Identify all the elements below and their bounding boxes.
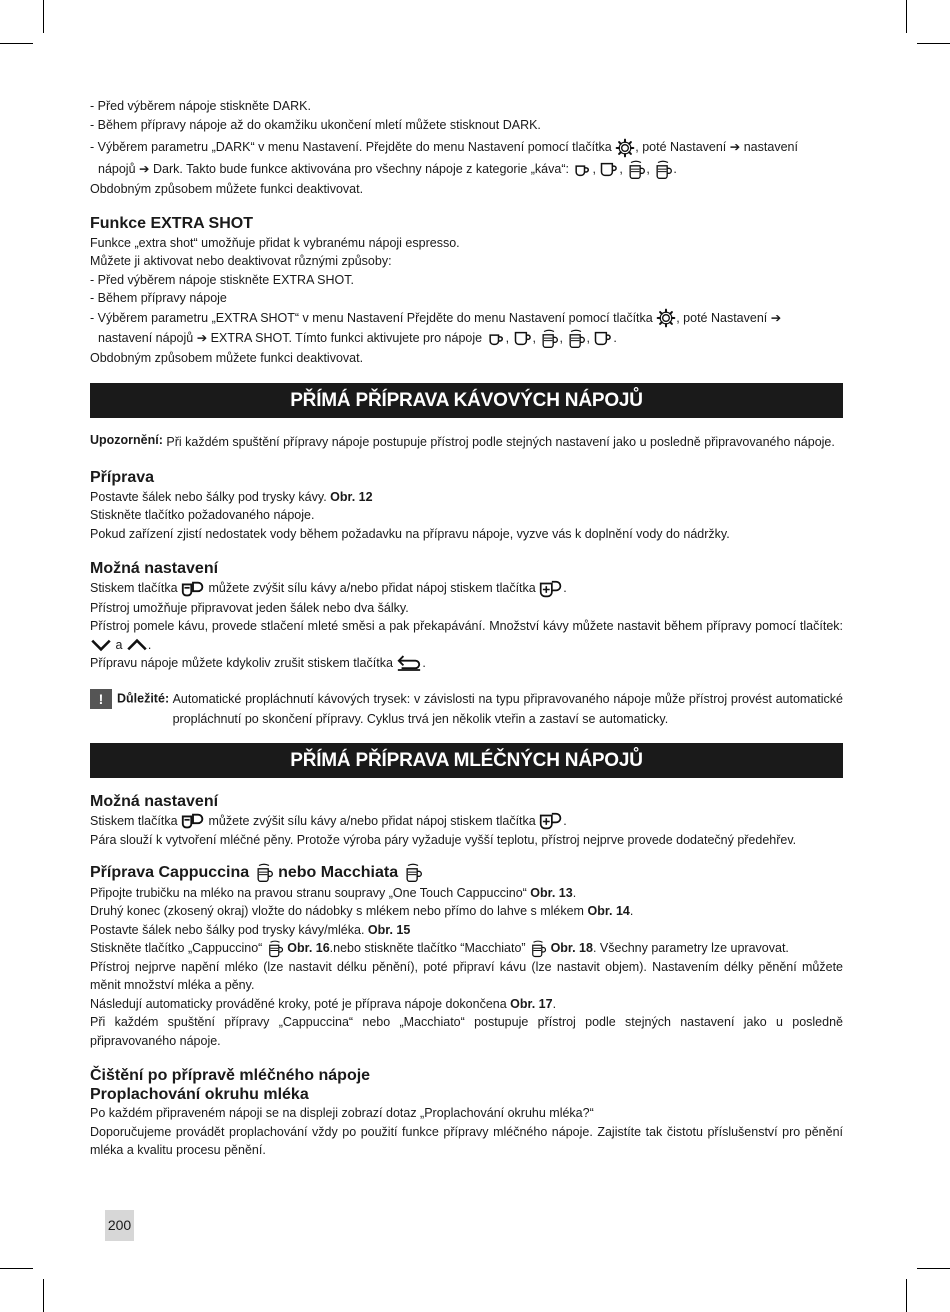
arrow-right-icon: ➔ [196,331,208,346]
dark-line-3: - Výběrem parametru „DARK“ v menu Nastavení. Přejděte do menu Nastavení pomocí tlačítka , poté Nastavení ➔ nastavení [90,136,843,158]
crop-mark [917,1268,950,1269]
exclamation-icon: ! [90,689,112,709]
warning-text: Při každém spuštění přípravy nápoje postupuje přístroj podle stejných nastavení jako u posledně připravovaného nápoje. [166,435,835,450]
cappuccino-icon [266,940,284,958]
figure-ref: Obr. 16 [287,941,330,956]
coffee-cup-icon [513,330,533,347]
options-title: Možná nastavení [90,560,219,578]
prep-line-2: Stiskněte tlačítko požadovaného nápoje. [90,508,315,523]
extra-shot-icon [539,580,563,599]
opt-line-3: Přístroj pomele kávu, provede stlačení mleté směsi a pak překapávání. Množství kávy můžete nastavit během přípravy pomocí tlačítek: a . [90,619,843,652]
chevron-up-icon [126,638,148,652]
arrow-right-icon: ➔ [139,162,150,176]
capp-line-6: Následují automaticky prováděné kroky, poté je příprava nápoje dokončena Obr. 17. [90,996,557,1011]
macchiato-icon [403,863,423,883]
crop-mark [0,43,33,44]
extra-line-7: Obdobným způsobem můžete funkci deaktivovat. [90,350,364,365]
mug-icon [653,160,673,180]
prep-line-1: Postavte šálek nebo šálky pod trysky kávy. Obr. 12 [90,489,373,504]
dark-line-4: nápojů ➔ Dark. Takto bude funkce aktivována pro všechny nápoje z kategorie „káva“: , , , . [90,158,843,180]
extra-line-5: - Výběrem parametru „EXTRA SHOT“ v menu Nastavení Přejděte do menu Nastavení pomocí tlačítka , poté Nastavení ➔ [90,308,843,329]
strength-icon [181,581,205,598]
back-icon [396,655,422,672]
arrow-right-icon: ➔ [729,140,741,154]
milk-opt-line-1: Stiskem tlačítka můžete zvýšit sílu kávy a/nebo přidat nápoj stiskem tlačítka . [90,812,843,831]
gear-icon [656,308,676,328]
crop-mark [906,1279,907,1312]
extra-line-1: Funkce „extra shot“ umožňuje přidat k vybranému nápoji espresso. [90,235,460,250]
cup-icon [593,330,613,347]
espresso-cup-icon [572,161,592,178]
mug-icon [566,329,586,349]
crop-mark [906,0,907,33]
milk-opt-line-2: Pára slouží k vytvoření mléčné pěny. Protože výroba páry vyžaduje vyšší teplotu, přístroj nejprve provede dodatečný předehřev. [90,832,797,847]
capp-line-2: Druhý konec (zkosený okraj) vložte do nádobky s mlékem nebo přímo do lahve s mlékem Obr. 14. [90,904,634,919]
cappuccino-title: Příprava Cappuccina nebo Macchiata [90,863,843,883]
capp-line-7: Při každém spuštění přípravy „Cappuccina“ nebo „Macchiato“ postupuje přístroj podle stejných nastavení jako u posledně připravovaného nápoje. [90,1015,843,1048]
extra-line-6: nastavení nápojů ➔ EXTRA SHOT. Tímto funkci aktivujete pro nápoje , , , , . [90,328,843,349]
important-note: ! Důležité: Automatické propláchnutí kávových trysek: v závislosti na typu připravovaného nápoje může přístroj provést automatické propláchnutí po skončení přípravy. Cyklus trvá jen několik vteřin a zastaví se automaticky. [90,689,843,729]
milk-options-title: Možná nastavení [90,792,219,810]
warning-label: Upozornění [90,433,159,448]
important-text: Automatické propláchnutí kávových trysek: v závislosti na typu připravovaného nápoje může přístroj provést automatické propláchnutí po skončení přípravy. Cyklus trvá jen několik vteřin a zastaví se automaticky. [172,691,843,726]
capp-line-4: Stiskněte tlačítko „Cappuccino“ Obr. 16.nebo stiskněte tlačítko “Macchiato” Obr. 18. Všechny parametry lze upravovat. [90,939,843,958]
figure-ref: Obr. 17 [510,996,553,1011]
opt-line-4: Přípravu nápoje můžete kdykoliv zrušit stiskem tlačítka . [90,654,843,673]
crop-mark [0,1268,33,1269]
chevron-down-icon [90,638,112,652]
crop-mark [917,43,950,44]
crop-mark [43,0,44,33]
clean-line-2: Doporučujeme provádět proplachování vždy po použití funkce přípravy mléčného nápoje. Zajistíte tak čistotu příslušenství pro pěnění mléka a kvalitu procesu pěnění. [90,1124,843,1158]
preparation-title: Příprava [90,468,155,486]
extra-shot-title: Funkce EXTRA SHOT [90,214,253,232]
dark-line-5: Obdobným způsobem můžete funkci deaktivovat. [90,182,364,196]
cappuccino-icon [254,863,274,883]
extra-line-4: - Během přípravy nápoje [90,291,227,305]
figure-ref: Obr. 14 [587,904,630,919]
figure-ref: Obr. 13 [530,885,573,900]
prep-line-3: Pokud zařízení zjistí nedostatek vody během požadavku na přípravu nápoje, vyzve vás k doplnění vody do nádržky. [90,526,730,541]
coffee-cup-icon [599,161,619,178]
extra-shot-icon [539,812,563,831]
section-banner-coffee: PŘÍMÁ PŘÍPRAVA KÁVOVÝCH NÁPOJŮ [90,383,843,418]
clean-line-1: Po každém připraveném nápoji se na displeji zobrazí dotaz „Proplachování okruhu mléka?“ [90,1106,594,1121]
extra-line-3: - Před výběrem nápoje stiskněte EXTRA SHOT. [90,272,354,287]
strength-icon [181,813,205,830]
extra-line-2: Můžete ji aktivovat nebo deaktivovat různými způsoby: [90,254,392,268]
page-number: 200 [105,1210,134,1241]
page-content [90,97,843,1160]
dark-line-2: - Během přípravy nápoje až do okamžiku ukončení mletí můžete stisknout DARK. [90,117,541,132]
gear-icon [615,138,635,158]
opt-line-2: Přístroj umožňuje připravovat jeden šálek nebo dva šálky. [90,600,409,615]
mug-icon [539,329,559,349]
mug-icon [626,160,646,180]
capp-line-1: Připojte trubičku na mléko na pravou stranu soupravy „One Touch Cappuccino“ Obr. 13. [90,885,577,900]
opt-line-1: Stiskem tlačítka můžete zvýšit sílu kávy a/nebo přidat nápoj stiskem tlačítka . [90,579,843,598]
capp-line-5: Přístroj nejprve napění mléko (lze nastavit délku pěnění), poté připraví kávu (lze nastavit objem). Nastavením délky pěnění můžete měnit množství mléka a pěny. [90,959,843,993]
arrow-right-icon: ➔ [770,310,782,325]
cleaning-title: Čištění po přípravě mléčného nápoje [90,1067,371,1085]
figure-ref: Obr. 12 [330,489,373,504]
flushing-title: Proplachování okruhu mléka [90,1086,309,1104]
figure-ref: Obr. 15 [367,922,411,937]
capp-line-3: Postavte šálek nebo šálky pod trysky kávy/mléka. Obr. 15 [90,922,411,937]
espresso-cup-icon [486,330,506,347]
macchiato-icon [529,940,547,958]
dark-line-1: - Před výběrem nápoje stiskněte DARK. [90,99,311,113]
crop-mark [43,1279,44,1312]
important-label: Důležité [117,690,165,705]
warning-note: Upozornění: Při každém spuštění přípravy nápoje postupuje přístroj podle stejných nastavení jako u posledně připravovaného nápoje. [90,433,843,452]
section-banner-milk: PŘÍMÁ PŘÍPRAVA MLÉČNÝCH NÁPOJŮ [90,743,843,778]
figure-ref: Obr. 18 [550,941,593,956]
